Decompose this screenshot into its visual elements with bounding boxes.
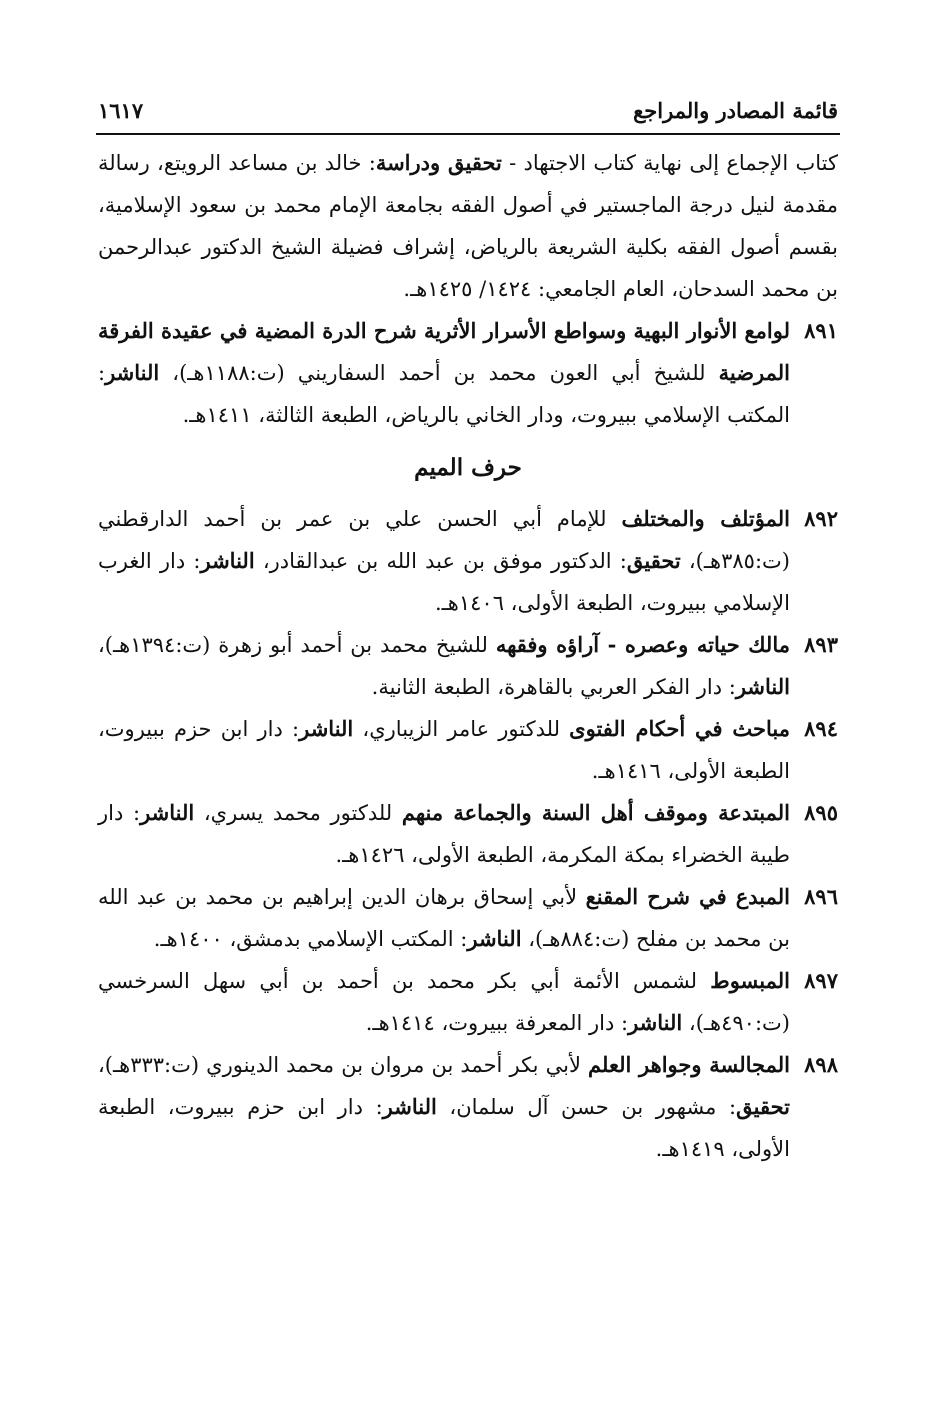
entry-text: لأبي بكر أحمد بن مروان بن محمد الدينوري (ت:٣٣٣هـ)،: [98, 1053, 589, 1077]
entry-text: : دار ابن حزم ببيروت، الطبعة الأولى، ١٤١٩هـ.: [98, 1095, 790, 1161]
entry-text: : دار الفكر العربي بالقاهرة، الطبعة الثانية.: [371, 675, 736, 699]
entry-label-publisher: الناشر: [735, 674, 790, 699]
entry-label-publisher: الناشر: [467, 926, 522, 951]
bibliography-list: [98, 142, 838, 1170]
entry-897: [98, 960, 838, 1044]
entry-text: : المكتب الإسلامي ببيروت، ودار الخاني بالرياض، الطبعة الثالثة، ١٤١١هـ.: [98, 361, 790, 427]
entry-label-publisher: الناشر: [382, 1094, 437, 1119]
entry-898: [98, 1044, 838, 1170]
entry-text: للدكتور محمد يسري،: [194, 801, 402, 825]
entry-label-publisher: الناشر: [628, 1010, 683, 1035]
entry-891: [98, 310, 838, 436]
entry-label-publisher: الناشر: [140, 800, 195, 825]
entry-text: لشمس الأئمة أبي بكر محمد بن أحمد بن أبي سهل السرخسي (ت:٤٩٠هـ)،: [98, 969, 790, 1035]
entry-label-publisher: الناشر: [200, 548, 255, 573]
entry-number: ٨٩٧: [804, 968, 838, 993]
entry-number: ٨٩٦: [804, 884, 838, 909]
entry-text: لأبي إسحاق برهان الدين إبراهيم بن محمد بن عبد الله بن محمد بن مفلح (ت:٨٨٤هـ)،: [98, 885, 790, 951]
entry-text: : مشهور بن حسن آل سلمان،: [436, 1095, 737, 1119]
entry-893: [98, 624, 838, 708]
intro-text-1: كتاب الإجماع إلى نهاية كتاب الاجتهاد -: [501, 151, 838, 175]
entry-number: ٨٩١: [804, 318, 838, 343]
entry-text: للإمام أبي الحسن علي بن عمر بن أحمد الدارقطني (ت:٣٨٥هـ)،: [98, 507, 790, 573]
entry-label-editor: تحقيق: [736, 1094, 790, 1119]
entry-894: [98, 708, 838, 792]
intro-text-2: : خالد بن مساعد الرويتع، رسالة مقدمة لنيل درجة الماجستير في أصول الفقه بجامعة الإمام محمد بن سعود الإسلامية، بقسم أصول الفقه بكلية الشريعة بالرياض، إشراف فضيلة الشيخ الدكتور عبدالرحمن بن محمد السدحان، العام الجامعي: ١٤٢٤/ ١٤٢٥هـ.: [98, 151, 838, 301]
header-rule: [96, 133, 840, 135]
header-title: قائمة المصادر والمراجع: [633, 97, 838, 123]
entry-text: : دار طيبة الخضراء بمكة المكرمة، الطبعة الأولى، ١٤٢٦هـ.: [98, 801, 790, 867]
entry-title: المبدع في شرح المقنع: [585, 884, 790, 909]
entry-892: [98, 498, 838, 624]
section-heading: حرف الميم: [414, 454, 522, 481]
entry-number: ٨٩٨: [804, 1052, 838, 1077]
intro-label-edition: تحقيق ودراسة: [375, 150, 502, 175]
entry-895: [98, 792, 838, 876]
entry-text: للدكتور عامر الزيباري،: [353, 717, 570, 741]
entry-text: للشيخ أبي العون محمد بن أحمد السفاريني (ت:١١٨٨هـ)،: [159, 361, 719, 385]
entry-label-publisher: الناشر: [105, 360, 160, 385]
entry-text: للشيخ محمد بن أحمد أبو زهرة (ت:١٣٩٤هـ)،: [98, 633, 496, 657]
entry-label-publisher: الناشر: [299, 716, 354, 741]
entry-title: المجالسة وجواهر العلم: [588, 1052, 790, 1077]
running-header: [98, 92, 838, 128]
entry-text: : المكتب الإسلامي بدمشق، ١٤٠٠هـ.: [153, 927, 468, 951]
entry-title: لوامع الأنوار البهية وسواطع الأسرار الأثرية شرح الدرة المضية في عقيدة الفرقة المرضية: [98, 318, 791, 385]
entry-number: ٨٩٥: [804, 800, 838, 825]
entry-title: المبسوط: [710, 968, 790, 993]
entry-title: المؤتلف والمختلف: [621, 506, 790, 531]
entry-number: ٨٩٢: [804, 506, 838, 531]
entry-number: ٨٩٣: [804, 632, 838, 657]
entry-896: [98, 876, 838, 960]
entry-title: المبتدعة وموقف أهل السنة والجماعة منهم: [401, 800, 791, 825]
intro-entry: [98, 142, 838, 310]
entry-title: مباحث في أحكام الفتوى: [569, 716, 790, 741]
entry-text: : دار الغرب الإسلامي ببيروت، الطبعة الأولى، ١٤٠٦هـ.: [98, 549, 790, 615]
entry-title: مالك حياته وعصره - آراؤه وفقهه: [495, 632, 790, 657]
entry-text: : دار ابن حزم ببيروت، الطبعة الأولى، ١٤١٦هـ.: [98, 717, 790, 783]
entry-number: ٨٩٤: [804, 716, 838, 741]
entry-text: : دار المعرفة ببيروت، ١٤١٤هـ.: [365, 1011, 629, 1035]
page-number: ١٦١٧: [98, 97, 144, 123]
entry-label-editor: تحقيق: [626, 548, 681, 573]
entry-text: : الدكتور موفق بن عبد الله بن عبدالقادر،: [254, 549, 627, 573]
